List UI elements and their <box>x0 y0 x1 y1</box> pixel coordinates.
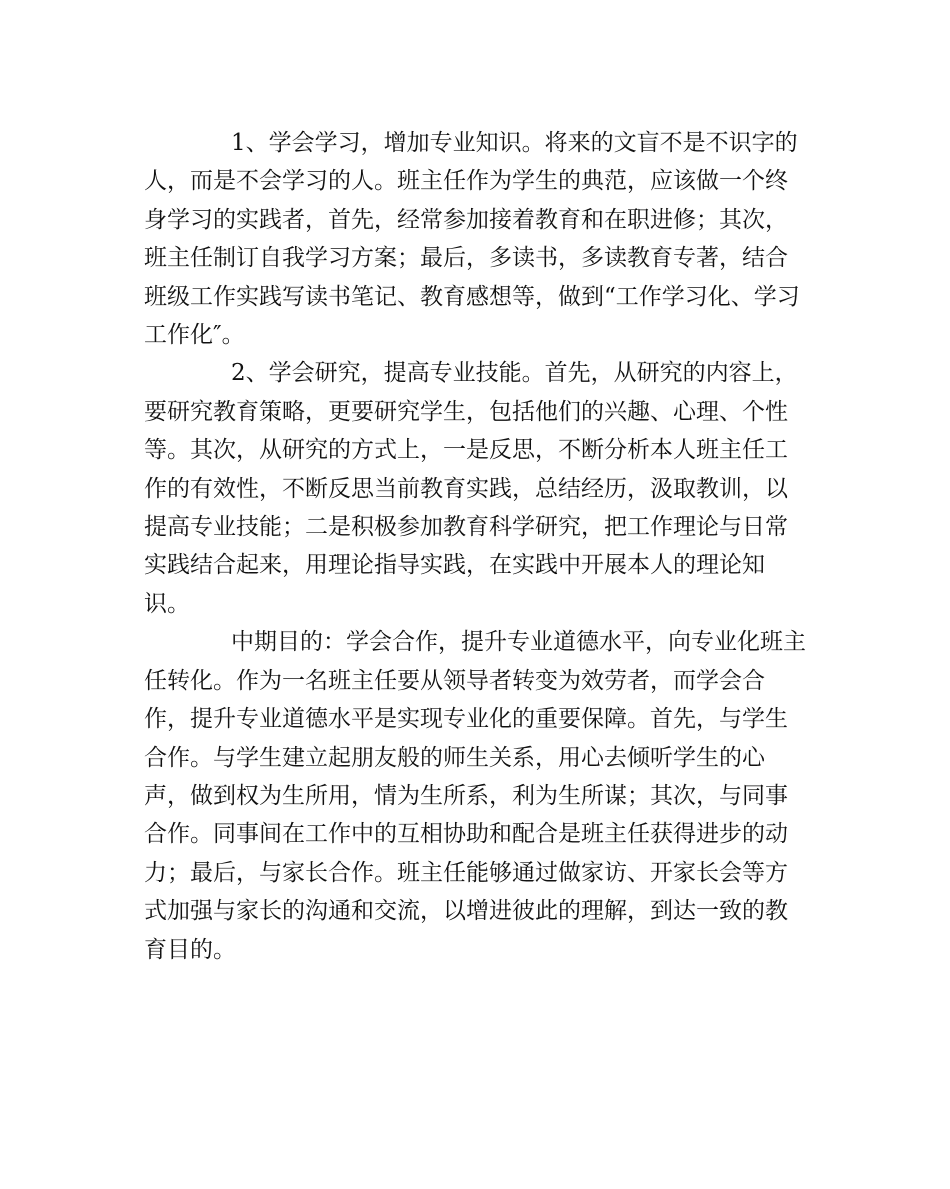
paragraph-research: 2、学会研究，提高专业技能。首先，从研究的内容上，要研究教育策略，更要研究学生，包括他们的兴趣、心理、个性等。其次，从研究的方式上，一是反思，不断分析本人班主任工作的有效性，不断反思当前教育实践，总结经历，汲取教训，以提高专业技能；二是积极参加教育科学研究，把工作理论与日常实践结合起来，用理论指导实践，在实践中开展本人的理论知识。 <box>144 360 798 617</box>
document-body <box>144 124 808 969</box>
paragraph-mid-term-goal: 中期目的：学会合作，提升专业道德水平，向专业化班主任转化。作为一名班主任要从领导者转变为效劳者，而学会合作，提升专业道德水平是实现专业化的重要保障。首先，与学生合作。与学生建立起朋友般的师生关系，用心去倾听学生的心声，做到权为生所用，情为生所系，利为生所谋；其次，与同事合作。同事间在工作中的互相协助和配合是班主任获得进步的动力；最后，与家长合作。班主任能够通过做家访、开家长会等方式加强与家长的沟通和交流，以增进彼此的理解，到达一致的教育目的。 <box>144 629 806 963</box>
paragraph-learning: 1、学会学习，增加专业知识。将来的文盲不是不识字的人，而是不会学习的人。班主任作为学生的典范，应该做一个终身学习的实践者，首先，经常参加接着教育和在职进修；其次，班主任制订自我学习方案；最后，多读书，多读教育专著，结合班级工作实践写读书笔记、教育感想等，做到“工作学习化、学习工作化″。 <box>144 130 800 349</box>
